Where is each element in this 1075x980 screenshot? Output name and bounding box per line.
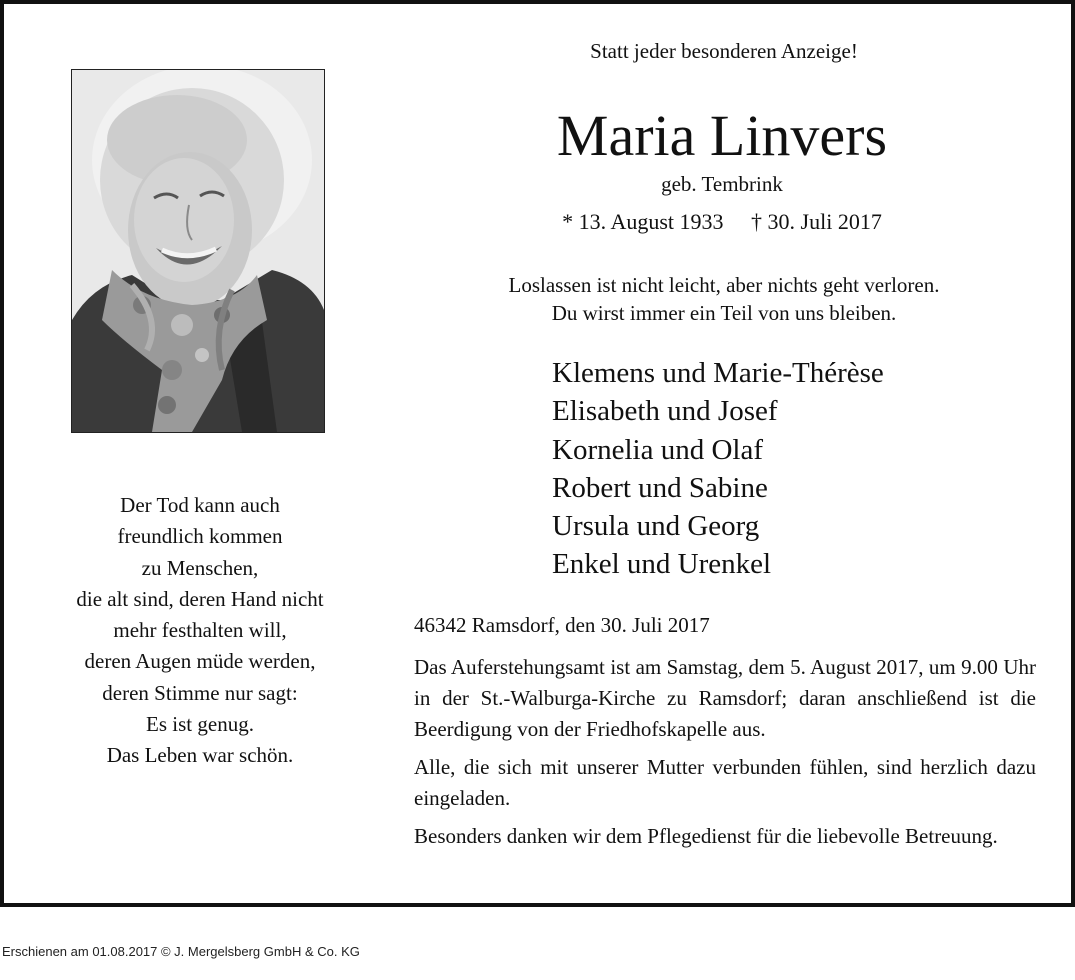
family-member: Enkel und Urenkel <box>552 548 772 581</box>
family-member: Robert und Sabine <box>552 471 768 504</box>
poem-line: Das Leben war schön. <box>106 743 294 768</box>
family-list <box>552 354 1032 584</box>
quote <box>404 271 1044 327</box>
quote-line: Loslassen ist nicht leicht, aber nichts geht verloren. <box>508 273 940 297</box>
poem-line: Der Tod kann auch <box>120 493 280 517</box>
maiden-name: geb. Tembrink <box>661 172 783 196</box>
deceased-name: Maria Linvers <box>556 103 888 168</box>
funeral-info-paragraph: Das Auferstehungsamt ist am Samstag, dem 5. August 2017, um 9.00 Uhr in der St.-Walburga-Kirche zu Ramsdorf; daran anschließend ist die Beerdigung von der Friedhofskapelle aus. <box>414 655 1036 741</box>
family-member: Ursula und Georg <box>552 510 760 543</box>
family-member: Elisabeth und Josef <box>552 395 778 428</box>
life-dates <box>404 207 1040 237</box>
poem-line: deren Augen müde werden, <box>84 649 316 674</box>
place-date: 46342 Ramsdorf, den 30. Juli 2017 <box>414 613 710 637</box>
quote-line: Du wirst immer ein Teil von uns bleiben. <box>551 301 897 325</box>
invitation-paragraph: Alle, die sich mit unserer Mutter verbunden fühlen, sind herzlich dazu eingeladen. <box>414 755 1036 810</box>
poem-line: zu Menschen, <box>141 555 259 580</box>
family-member: Kornelia und Olaf <box>552 433 763 466</box>
death-date: † 30. Juli 2017 <box>751 209 882 234</box>
portrait-photo <box>71 69 325 433</box>
poem-line: freundlich kommen <box>117 524 283 549</box>
portrait-image <box>72 70 324 432</box>
family-member: Klemens und Marie-Thérèse <box>552 357 884 389</box>
header-note: Statt jeder besonderen Anzeige! <box>590 39 858 63</box>
poem <box>30 490 370 772</box>
poem-line: deren Stimme nur sagt: <box>102 680 298 705</box>
publication-footer: Erschienen am 01.08.2017 © J. Mergelsberg GmbH & Co. KG <box>2 944 360 959</box>
birth-date: * 13. August 1933 <box>562 209 724 234</box>
poem-line: die alt sind, deren Hand nicht <box>76 586 324 611</box>
poem-line: Es ist genug. <box>146 712 254 737</box>
poem-line: mehr festhalten will, <box>113 618 287 643</box>
thanks-paragraph: Besonders danken wir dem Pflegedienst für die liebevolle Betreuung. <box>414 824 998 848</box>
